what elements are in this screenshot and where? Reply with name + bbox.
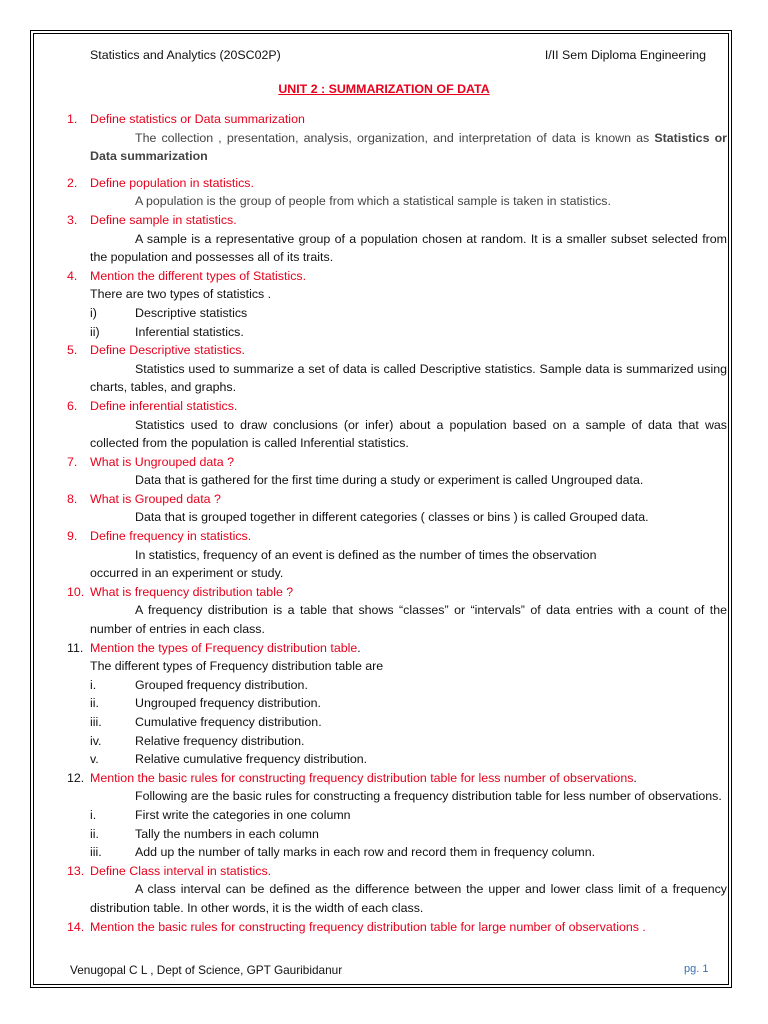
- question-10: [67, 583, 727, 602]
- question-number: 3.: [67, 212, 78, 227]
- question-number: 7.: [67, 454, 78, 469]
- answer-2: A population is the group of people from which a statistical sample is taken in statistics.: [135, 194, 611, 209]
- list-text: Descriptive statistics: [135, 305, 248, 320]
- list-item: [67, 825, 727, 844]
- list-marker: ii.: [90, 696, 99, 711]
- list-item: [67, 676, 727, 695]
- footer-page-number: pg. 1: [684, 963, 709, 975]
- list-marker: ii): [90, 324, 100, 339]
- question-8: [67, 490, 727, 509]
- answer-8: Data that is grouped together in different categories ( classes or bins ) is called Grouped data.: [135, 510, 649, 525]
- list-text: Tally the numbers in each column: [135, 826, 319, 841]
- answer-text: The collection , presentation, analysis, organization, and interpretation of data is known as: [135, 130, 655, 145]
- answer-12: Following are the basic rules for constructing a frequency distribution table for less number of observations.: [135, 789, 722, 804]
- answer-bold-term: Statistics or Data summarization: [90, 130, 727, 164]
- question-number: 1.: [67, 112, 78, 126]
- list-text: Ungrouped frequency distribution.: [135, 696, 321, 711]
- list-item: [67, 694, 727, 713]
- question-12: 12. Mention the basic rules for constructing frequency distribution table for less number of observations.: [67, 769, 727, 788]
- list-text: Relative cumulative frequency distribution.: [135, 752, 368, 767]
- list-text: Cumulative frequency distribution.: [135, 715, 322, 729]
- list-marker: ii.: [90, 826, 99, 841]
- list-text: First write the categories in one column: [135, 807, 351, 822]
- answer-3: A sample is a representative group of a population chosen at random. It is a smaller subset selected from the population and possesses all of its traits.: [90, 231, 727, 265]
- list-marker: i.: [90, 677, 97, 692]
- question-number: 10.: [67, 584, 85, 599]
- list-marker: i): [90, 305, 97, 320]
- question-text: What is Grouped data ?: [90, 491, 221, 506]
- answer-5: Statistics used to summarize a set of data is called Descriptive statistics. Sample data is summarized using charts, tables, and graphs.: [90, 361, 727, 395]
- list-text: Add up the number of tally marks in each row and record them in frequency column.: [135, 845, 596, 860]
- question-text: Define Class interval in statistics.: [90, 863, 272, 878]
- question-text: Define sample in statistics.: [90, 212, 237, 227]
- list-item: [67, 806, 727, 825]
- header-course: Statistics and Analytics (20SC02P): [90, 48, 281, 62]
- list-text: Inferential statistics.: [135, 324, 244, 339]
- question-4: [67, 267, 727, 286]
- question-5: [67, 341, 727, 360]
- question-text: Define statistics or Data summarization: [90, 112, 305, 126]
- list-item: [67, 843, 727, 862]
- question-text: Define Descriptive statistics.: [90, 343, 245, 358]
- list-marker: iii.: [90, 845, 102, 860]
- question-number: 14.: [67, 919, 85, 934]
- questions-body: [67, 110, 727, 936]
- list-item: [67, 713, 727, 732]
- unit-title: UNIT 2 : SUMMARIZATION OF DATA: [278, 82, 490, 96]
- answer-11-intro: The different types of Frequency distribution table are: [90, 659, 384, 674]
- question-9: [67, 527, 727, 546]
- question-number: 4.: [67, 268, 78, 283]
- list-item: [67, 304, 727, 323]
- question-number: 5.: [67, 343, 78, 358]
- question-6: [67, 397, 727, 416]
- question-7: [67, 453, 727, 472]
- list-marker: i.: [90, 807, 97, 822]
- question-text: Mention the different types of Statistics.: [90, 268, 307, 283]
- question-number: 6.: [67, 398, 78, 413]
- question-number: 12.: [67, 770, 85, 785]
- question-13: [67, 862, 727, 881]
- answer-9-line-1: In statistics, frequency of an event is defined as the number of times the observation: [135, 547, 597, 562]
- question-number: 2.: [67, 175, 78, 190]
- question-text: Define frequency in statistics.: [90, 529, 252, 544]
- question-3: [67, 211, 727, 230]
- question-number: 9.: [67, 529, 78, 544]
- question-text: Define population in statistics.: [90, 175, 254, 190]
- question-text: What is Ungrouped data ?: [90, 454, 234, 469]
- list-item: [67, 750, 727, 769]
- question-number: 13.: [67, 863, 85, 878]
- answer-6: Statistics used to draw conclusions (or infer) about a population based on a sample of data that was collected from the population is called Inferential statistics.: [90, 417, 727, 451]
- question-text: Mention the basic rules for constructing frequency distribution table for large number of observations .: [90, 919, 646, 934]
- question-14: [67, 918, 727, 937]
- list-item: [67, 732, 727, 751]
- question-number: 11.: [67, 640, 84, 655]
- question-1: [67, 110, 727, 129]
- question-text: What is frequency distribution table ?: [90, 584, 294, 599]
- list-text: Relative frequency distribution.: [135, 733, 305, 748]
- question-text: Define inferential statistics.: [90, 398, 238, 413]
- list-marker: iv.: [90, 733, 102, 748]
- answer-4-intro: There are two types of statistics .: [90, 287, 272, 302]
- question-text: Mention the types of Frequency distribution table: [90, 640, 358, 655]
- answer-1: [67, 129, 727, 166]
- question-11: 11. Mention the types of Frequency distribution table.: [67, 639, 727, 658]
- footer-author: Venugopal C L , Dept of Science, GPT Gauribidanur: [70, 963, 343, 977]
- answer-13: A class interval can be defined as the difference between the upper and lower class limit of a frequency distribution table. In other words, it is the width of each class.: [90, 882, 727, 915]
- answer-9-line-2: occurred in an experiment or study.: [90, 566, 284, 581]
- question-2: [67, 174, 727, 193]
- list-text: Grouped frequency distribution.: [135, 677, 308, 692]
- question-text: Mention the basic rules for constructing frequency distribution table for less number of observations: [90, 770, 634, 785]
- list-marker: v.: [90, 752, 99, 767]
- header-semester: I/II Sem Diploma Engineering: [544, 48, 706, 62]
- answer-7: Data that is gathered for the first time during a study or experiment is called Ungrouped data.: [135, 473, 644, 488]
- question-number: 8.: [67, 491, 78, 506]
- list-marker: iii.: [90, 715, 102, 729]
- answer-10: A frequency distribution is a table that shows “classes” or “intervals” of data entries with a count of the number of entries in each class.: [90, 603, 727, 637]
- list-item: [67, 323, 727, 342]
